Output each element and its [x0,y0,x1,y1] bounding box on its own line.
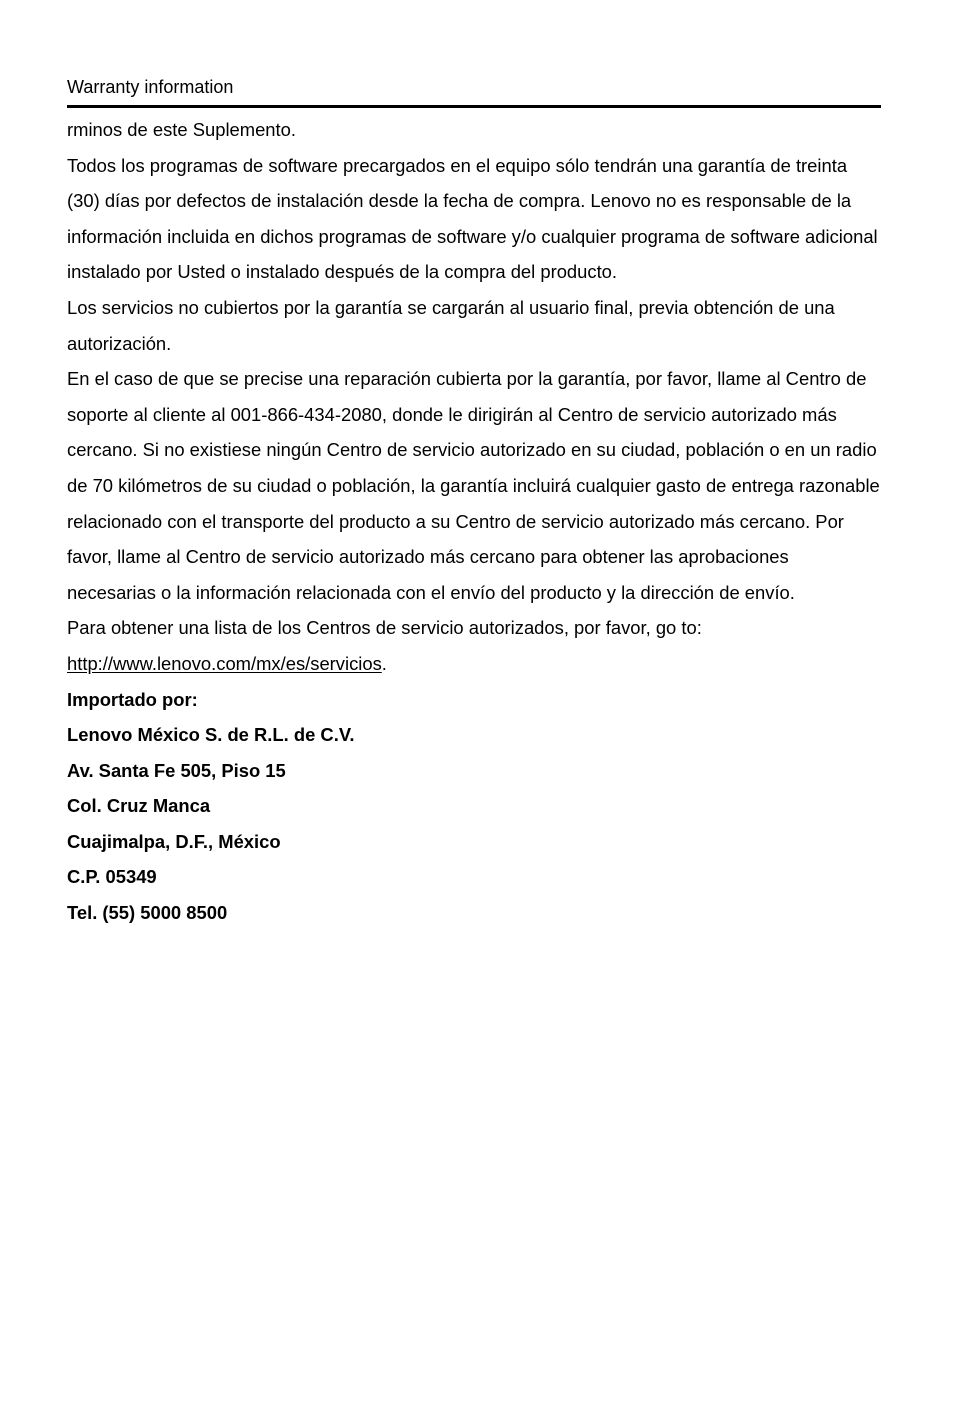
document-body [67,112,881,931]
importer-phone: Tel. (55) 5000 8500 [67,902,228,924]
link-suffix: . [381,652,387,674]
importer-company: Lenovo México S. de R.L. de C.V. [67,724,355,746]
importer-heading: Importado por: [67,688,198,710]
paragraph-repair-service: En el caso de que se precise una reparación cubierta por la garantía, por favor, llame al Centro de soporte al cliente al 001-866-434-2080, donde le dirigirán al Centro de servicio autorizado más cercano. Si no existiese ningún Centro de servicio autorizado en su ciudad, población o en un radio de 70 kilómetros de su ciudad o población, la garantía incluirá cualquier gasto de entrega razonable relacionado con el transporte del producto a su Centro de servicio autorizado más cercano. Por favor, llame al Centro de servicio autorizado más cercano para obtener las aprobaciones necesarias o la información relacionada con el envío del producto y la dirección de envío. [67,368,880,603]
importer-colony: Col. Cruz Manca [67,795,211,817]
importer-address [67,682,881,931]
service-centers-link[interactable]: http://www.lenovo.com/mx/es/servicios [67,652,382,674]
paragraph-service-centers-list: Para obtener una lista de los Centros de servicio autorizados, por favor, go to: [67,617,702,639]
header-rule [67,105,881,108]
importer-city: Cuajimalpa, D.F., México [67,830,281,852]
importer-postal-code: C.P. 05349 [67,866,157,888]
paragraph-software-warranty: Todos los programas de software precargados en el equipo sólo tendrán una garantía de treinta (30) días por defectos de instalación desde la fecha de compra. Lenovo no es responsable de la información incluida en dichos programas de software y/o cualquier programa de software adicional instalado por Usted o instalado después de la compra del producto. [67,154,878,283]
paragraph-continuation: rminos de este Suplemento. [67,119,296,140]
paragraph-link-line [67,646,881,682]
running-header: Warranty information [67,77,234,97]
paragraph-uncovered-services: Los servicios no cubiertos por la garantía se cargarán al usuario final, previa obtención de una autorización. [67,296,835,354]
importer-street: Av. Santa Fe 505, Piso 15 [67,759,286,781]
